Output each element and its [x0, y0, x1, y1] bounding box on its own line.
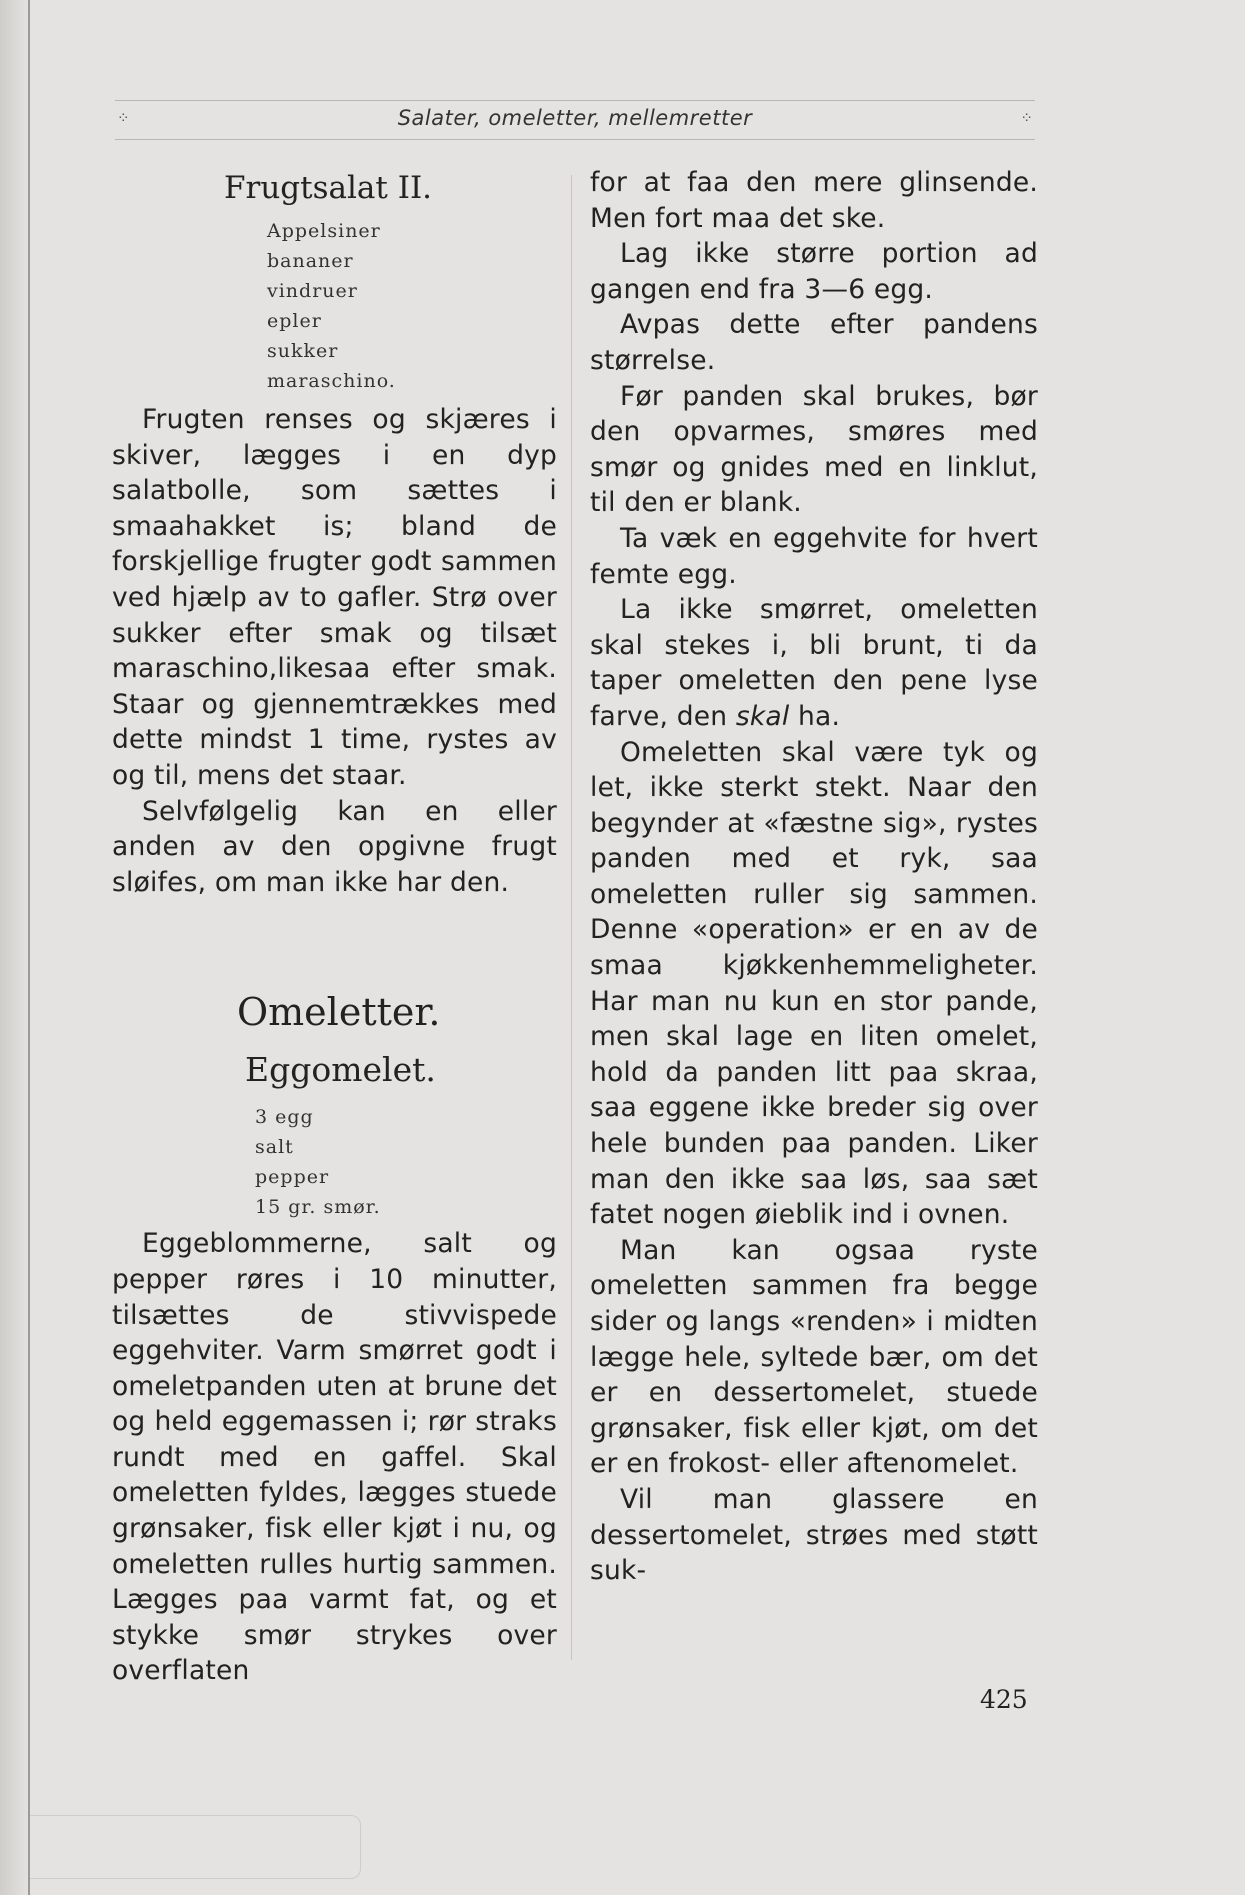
left-column: [112, 165, 557, 1689]
column-divider: [571, 175, 572, 1660]
ornament-left-icon: ⁘: [117, 109, 130, 127]
ingredient: Appelsiner: [267, 220, 381, 242]
body-paragraph: Omeletten skal være tyk og let, ikke sterkt stekt. Naar den begynder at «fæstne sig», rystes panden med et ryk, saa omeletten ruller sig sammen. Denne «operation» er en av de smaa kjøkkenhemmeligheter. Har man nu kun en stor pande, men skal lage en liten omelet, hold da panden litt paa skraa, saa eggene ikke breder sig over hele bunden paa panden. Liker man den ikke saa løs, saa sæt fatet nogen øieblik ind i ovnen.: [590, 736, 1038, 1231]
ingredient-list-eggomelet: [255, 1102, 557, 1222]
right-column: [590, 165, 1038, 1589]
page-tab-mark: [30, 1815, 361, 1879]
page-number: 425: [980, 1685, 1028, 1714]
recipe-title-frugtsalat: Frugtsalat II.: [224, 170, 433, 206]
ingredient: maraschino.: [267, 370, 396, 392]
header-title: Salater, omeletter, mellemretter: [397, 106, 753, 130]
ingredient-list-frugtsalat: [267, 216, 557, 396]
ornament-right-icon: ⁘: [1020, 109, 1033, 127]
ingredient: sukker: [267, 340, 339, 362]
paragraph-text: La ikke smørret, omeletten skal stekes i, bli brunt, ti da taper omeletten den pene lyse farve, den: [590, 594, 1038, 732]
ingredient: pepper: [255, 1166, 330, 1189]
body-paragraph: Avpas dette efter pandens størrelse.: [590, 309, 1038, 376]
body-paragraph: Før panden skal brukes, bør den opvarmes, smøres med smør og gnides med en linklut, til den er blank.: [590, 380, 1038, 519]
body-paragraph: Man kan ogsaa ryste omeletten sammen fra begge sider og langs «renden» i midten lægge hele, syltede bær, om det er en dessertomelet, stuede grønsaker, fisk eller kjøt, om det er en frokost- eller aftenomelet.: [590, 1234, 1038, 1480]
emphasis-word: skal: [735, 700, 790, 732]
ingredient: salt: [255, 1136, 294, 1159]
recipe-title-eggomelet: Eggomelet.: [245, 1050, 436, 1090]
binding-line: [28, 0, 30, 1895]
section-title-omeletter: Omeletter.: [237, 990, 441, 1035]
body-paragraph: Ta væk en eggehvite for hvert femte egg.: [590, 522, 1038, 590]
ingredient: 15 gr. smør.: [255, 1196, 381, 1219]
body-paragraph: for at faa den mere glinsende. Men fort maa det ske.: [590, 167, 1038, 234]
body-paragraph: Selvfølgelig kan en eller anden av den opgivne frugt sløifes, om man ikke har den.: [112, 795, 557, 898]
body-paragraph: Vil man glassere en dessertomelet, strøes med støtt suk-: [590, 1483, 1038, 1587]
ingredient: vindruer: [267, 280, 358, 302]
page-edge: [0, 0, 30, 1895]
body-paragraph: Eggeblommerne, salt og pepper røres i 10 minutter, tilsættes de stivvispede eggehviter. Varm smørret godt i omeletpanden uten at brune det og held eggemassen i; rør straks rundt med en gaffel. Skal omeletten fyldes, lægges stuede grønsaker, fisk eller kjøt i nu, og omeletten rulles hurtig sammen. Lægges paa varmt fat, og et stykke smør strykes over overflaten: [112, 1228, 557, 1687]
paragraph-tail: ha.: [798, 700, 841, 732]
ingredient: 3 egg: [255, 1106, 314, 1129]
ingredient: bananer: [267, 250, 354, 272]
running-header: [115, 100, 1035, 140]
body-paragraph: Frugten renses og skjæres i skiver, lægges i en dyp salatbolle, som sættes i smaahakket is; bland de forskjellige frugter godt sammen ved hjælp av to gafler. Strø over sukker efter smak og tilsæt maraschino,likesaa efter smak. Staar og gjennemtrækkes med dette mindst 1 time, rystes av og til, mens det staar.: [112, 404, 557, 791]
body-paragraph: [590, 592, 1038, 734]
body-paragraph: Lag ikke større portion ad gangen end fra 3—6 egg.: [590, 238, 1038, 305]
ingredient: epler: [267, 310, 322, 332]
